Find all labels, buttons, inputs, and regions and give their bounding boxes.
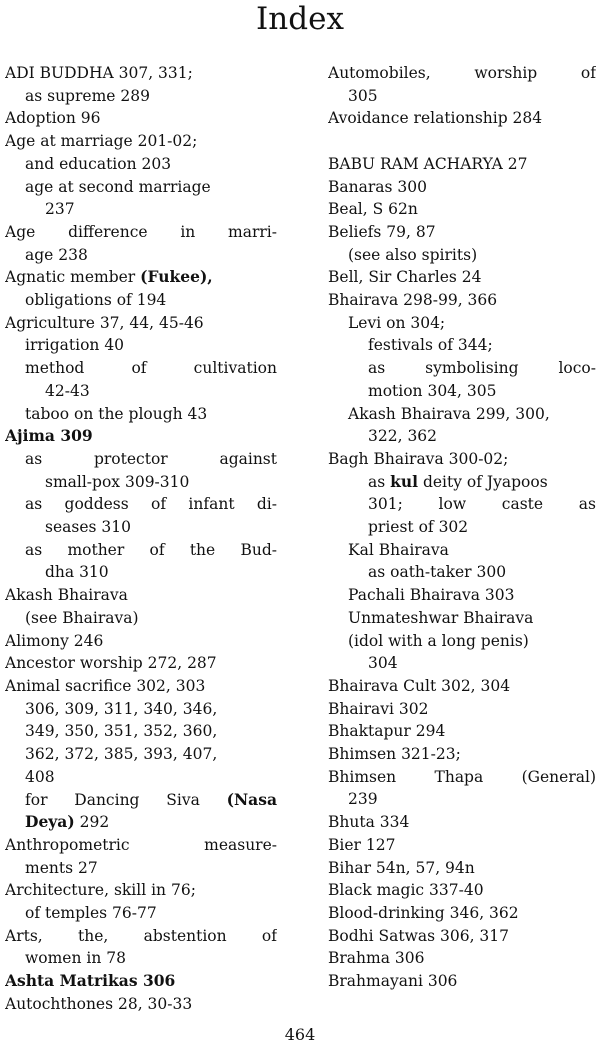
index-entry: Avoidance relationship 284: [328, 109, 543, 128]
index-entry: as symbolising loco-: [368, 359, 596, 378]
index-entry: Bhairavi 302: [328, 699, 429, 718]
index-entry: (see Bhairava): [25, 608, 139, 627]
index-entry: Anthropometric measure-: [5, 835, 277, 854]
index-entry-bold-term: kul: [390, 471, 419, 491]
index-entry: age 238: [25, 245, 88, 264]
index-entry: Automobiles, worship of: [328, 64, 596, 82]
index-entry: festivals of 344;: [368, 336, 493, 355]
index-entry: [5, 266, 277, 289]
index-entry: Adoption 96: [5, 109, 101, 128]
index-entry: Ancestor worship 272, 287: [5, 654, 217, 673]
index-entry-bold-term: (Fukee),: [140, 267, 213, 287]
index-entry: Bhairava 298-99, 366: [328, 291, 498, 310]
index-entry: Bodhi Satwas 306, 317: [328, 926, 510, 945]
index-entry: Bell, Sir Charles 24: [328, 268, 482, 287]
index-entry: 304: [368, 654, 398, 673]
index-entry: 306, 309, 311, 340, 346,: [25, 699, 218, 718]
index-entry: 239: [348, 790, 378, 809]
index-entry: Brahmayani 306: [328, 972, 458, 991]
index-entry: Blood-drinking 346, 362: [328, 904, 519, 922]
index-entry: method of cultivation: [25, 359, 277, 378]
index-entry: taboo on the plough 43: [25, 404, 208, 423]
index-entry: priest of 302: [368, 518, 469, 537]
index-entry: women in 78: [25, 949, 126, 968]
page-number: 464: [284, 1025, 316, 1044]
index-entry: (see also spirits): [348, 245, 478, 264]
index-entry: Ashta Matrikas 306: [5, 971, 176, 991]
index-entry: ments 27: [25, 858, 98, 877]
index-entry: as protector against: [25, 449, 277, 468]
index-entry: Levi on 304;: [348, 313, 446, 332]
index-entry: as goddess of infant di-: [25, 495, 277, 514]
index-entry: BABU RAM ACHARYA 27: [328, 154, 528, 173]
index-entry: 305: [348, 86, 378, 105]
index-entry: Arts, the, abstention of: [5, 926, 277, 945]
index-entry: Banaras 300: [328, 177, 427, 196]
index-entry: Black magic 337-40: [328, 881, 484, 900]
index-column-left: [5, 62, 277, 1016]
index-entry: 301; low caste as: [368, 495, 596, 514]
index-entry: Age difference in marri-: [5, 222, 277, 241]
index-entry: Pachali Bhairava 303: [348, 586, 515, 605]
index-entry: Agriculture 37, 44, 45-46: [5, 313, 204, 332]
index-entry: motion 304, 305: [368, 381, 497, 400]
index-entry-text: Agnatic member: [5, 268, 141, 287]
index-entry: 237: [45, 200, 75, 219]
index-entry-text: for Dancing Siva: [25, 790, 227, 809]
index-entry-text: deity of Jyapoos: [418, 472, 548, 491]
index-column-right: [328, 62, 596, 993]
index-entry: Bhimsen 321-23;: [328, 745, 461, 764]
index-entry: 322, 362: [368, 427, 438, 446]
index-entry: as supreme 289: [25, 86, 150, 105]
index-entry: Kal Bhairava: [348, 540, 449, 559]
index-entry: as oath-taker 300: [368, 563, 507, 582]
index-entry: [328, 471, 596, 494]
index-entry: Unmateshwar Bhairava: [348, 608, 534, 627]
index-spacer: [328, 130, 596, 153]
index-entry: Akash Bhairava 299, 300,: [348, 404, 550, 423]
index-entry: dha 310: [45, 563, 109, 582]
page-title: Index: [256, 1, 344, 37]
index-entry: Beal, S 62n: [328, 200, 418, 219]
index-entry: Alimony 246: [5, 631, 104, 650]
index-entry: of temples 76-77: [25, 904, 157, 923]
index-entry: Akash Bhairava: [5, 586, 128, 605]
index-entry: and education 203: [25, 154, 172, 173]
index-entry: Bagh Bhairava 300-02;: [328, 449, 509, 468]
index-entry: [5, 789, 277, 812]
index-entry: Brahma 306: [328, 949, 425, 968]
index-entry: Architecture, skill in 76;: [5, 881, 196, 900]
index-entry: 42-43: [45, 381, 90, 400]
index-entry: Ajima 309: [5, 426, 93, 446]
index-entry: as mother of the Bud-: [25, 540, 277, 559]
index-entry: [5, 811, 277, 834]
index-entry: Bhuta 334: [328, 813, 410, 832]
index-entry-text: as: [368, 472, 391, 491]
index-entry: 362, 372, 385, 393, 407,: [25, 745, 218, 764]
index-entry: Animal sacrifice 302, 303: [5, 676, 206, 695]
index-entry: Bihar 54n, 57, 94n: [328, 858, 475, 877]
index-entry: 349, 350, 351, 352, 360,: [25, 722, 218, 741]
index-entry: obligations of 194: [25, 291, 167, 310]
index-entry: Autochthones 28, 30-33: [5, 994, 193, 1013]
index-entry-text: 292: [74, 813, 110, 832]
index-entry: ADI BUDDHA 307, 331;: [5, 64, 193, 82]
index-entry: 408: [25, 767, 55, 786]
index-entry: seases 310: [45, 518, 131, 537]
index-entry-bold-term: (Nasa: [226, 789, 277, 809]
index-entry: (idol with a long penis): [348, 631, 529, 650]
index-entry: Bier 127: [328, 835, 396, 854]
index-entry-bold-term: Deya): [25, 812, 75, 832]
index-entry: small-pox 309-310: [45, 472, 190, 491]
index-entry: Bhimsen Thapa (General): [328, 767, 596, 786]
index-entry: irrigation 40: [25, 336, 125, 355]
index-entry: age at second marriage: [25, 177, 211, 196]
index-entry: Beliefs 79, 87: [328, 222, 436, 241]
index-entry: Bhaktapur 294: [328, 722, 446, 741]
index-entry: Age at marriage 201-02;: [5, 132, 198, 151]
index-entry: Bhairava Cult 302, 304: [328, 676, 511, 695]
